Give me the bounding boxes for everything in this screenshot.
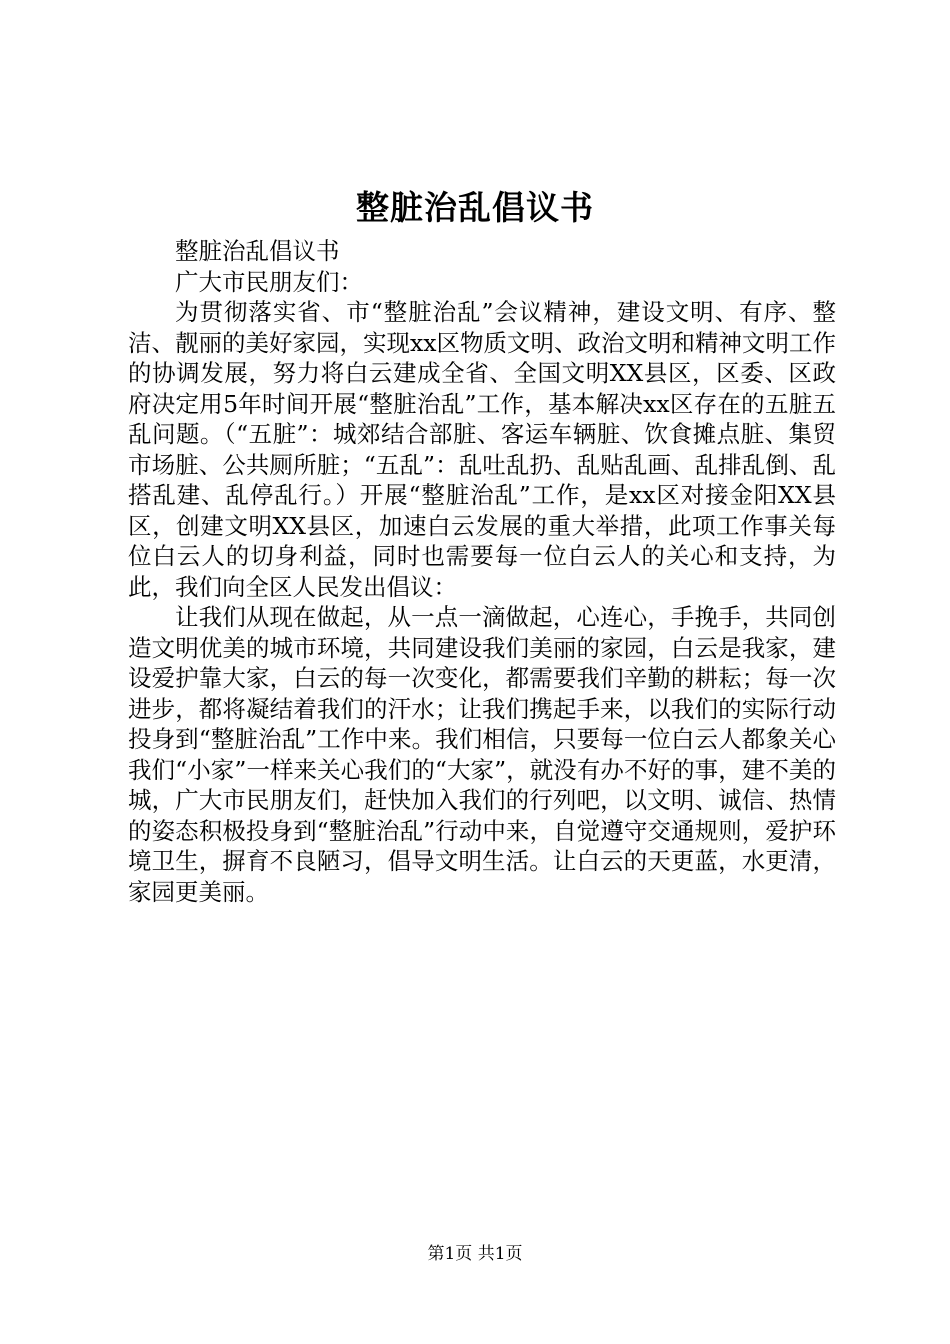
body-paragraph: 为贯彻落实省、市“整脏治乱”会议精神，建设文明、有序、整洁、靓丽的美好家园，实现xx区物质文明、政治文明和精神文明工作的协调发展，努力将白云建成全省、全国文明XX县区，区委、区政府决定用5年时间开展“整脏治乱”工作，基本解决xx区存在的五脏五乱问题。（“五脏”：城郊结合部脏、客运车辆脏、饮食摊点脏、集贸市场脏、公共厕所脏；“五乱”：乱吐乱扔、乱贴乱画、乱排乱倒、乱搭乱建、乱停乱行。）开展“整脏治乱”工作，是xx区对接金阳XX县区，创建文明XX县区，加速白云发展的重大举措，此项工作事关每位白云人的切身利益，同时也需要每一位白云人的关心和支持，为此，我们向全区人民发出倡议： bbox=[128, 298, 837, 601]
salutation: 广大市民朋友们： bbox=[175, 267, 363, 296]
page-number-footer: 第1页 共1页 bbox=[427, 1244, 523, 1264]
document-body bbox=[128, 236, 836, 907]
body-paragraph: 让我们从现在做起，从一点一滴做起，心连心，手挽手，共同创造文明优美的城市环境，共同建设我们美丽的家园，白云是我家，建设爱护靠大家，白云的每一次变化，都需要我们辛勤的耕耘；每一次进步，都将凝结着我们的汗水；让我们携起手来，以我们的实际行动投身到“整脏治乱”工作中来。我们相信，只要每一位白云人都象关心我们“小家”一样来关心我们的“大家”，就没有办不好的事，建不美的城，广大市民朋友们，赶快加入我们的行列吧，以文明、诚信、热情的姿态积极投身到“整脏治乱”行动中来，自觉遵守交通规则，爱护环境卫生，摒育不良陋习，倡导文明生活。让白云的天更蓝，水更清，家园更美丽。 bbox=[128, 603, 836, 906]
document-title: 整脏治乱倡议书 bbox=[356, 188, 594, 227]
body-heading-line: 整脏治乱倡议书 bbox=[175, 237, 340, 265]
